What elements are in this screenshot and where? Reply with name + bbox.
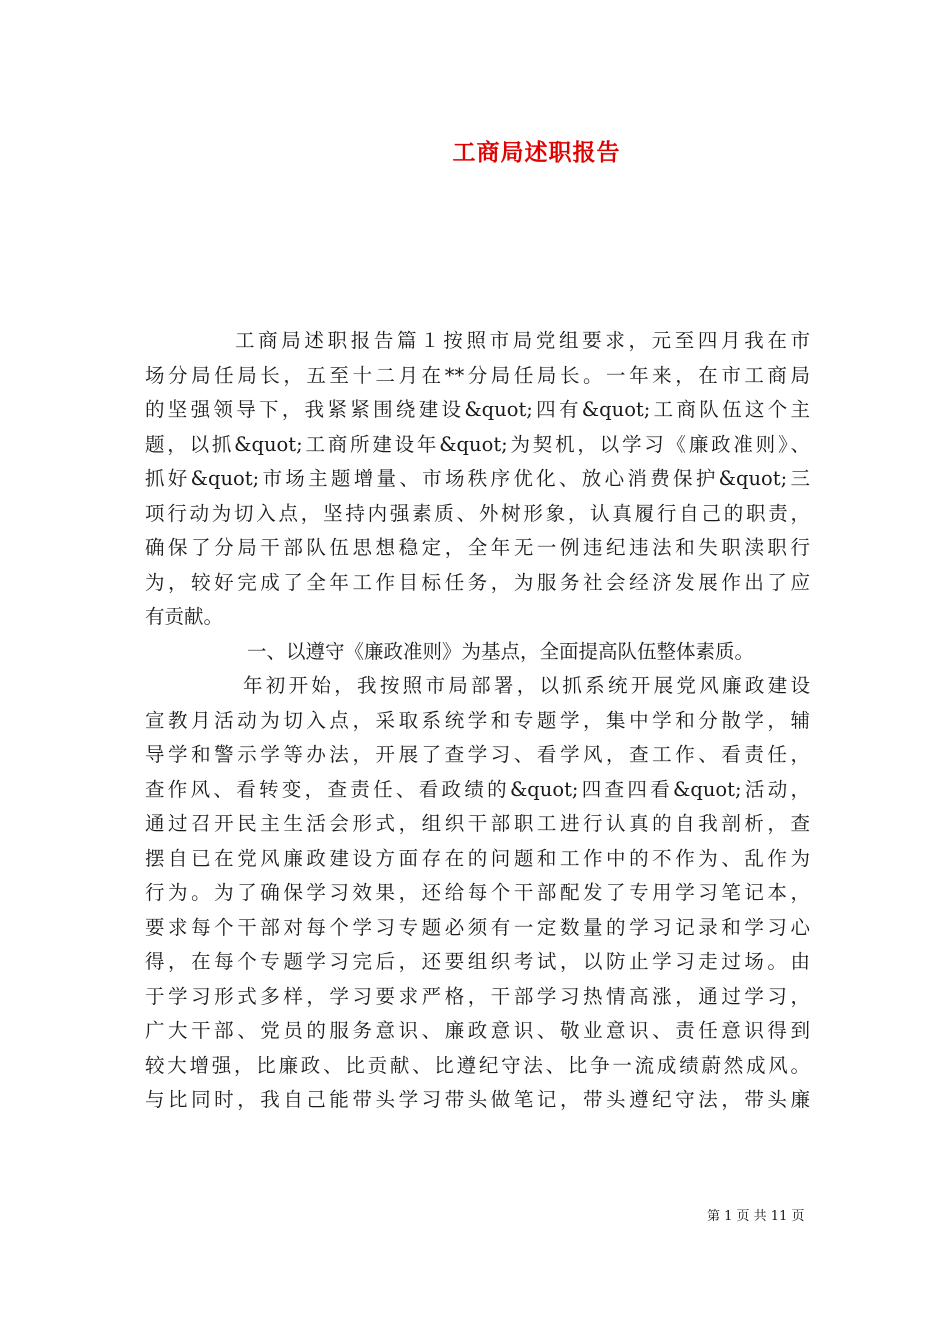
page-number-footer: 第 1 页 共 11 页	[707, 1209, 805, 1224]
body-line: 查作风、看转变，查责任、看政绩的&quot;四查四看&quot;活动，	[145, 777, 810, 801]
body-line: 项行动为切入点，坚持内强素质、外树形象，认真履行自己的职责，	[145, 501, 810, 525]
body-line: 于学习形式多样，学习要求严格，干部学习热情高涨，通过学习，	[145, 984, 810, 1008]
body-line: 与比同时，我自己能带头学习带头做笔记，带头遵纪守法，带头廉	[145, 1088, 810, 1111]
page-title: 工商局述职报告	[452, 139, 621, 166]
body-line: 宣教月活动为切入点，采取系统学和专题学，集中学和分散学，辅	[145, 708, 810, 732]
report-body	[145, 324, 810, 1118]
body-line: 的坚强领导下，我紧紧围绕建设&quot;四有&quot;工商队伍这个主	[145, 398, 810, 421]
body-line: 工商局述职报告篇１按照市局党组要求，元至四月我在市	[235, 329, 810, 352]
body-line: 年初开始，我按照市局部署，以抓系统开展党风廉政建设	[243, 674, 810, 697]
body-line: 要求每个干部对每个学习专题必须有一定数量的学习记录和学习心	[145, 915, 810, 939]
body-line: 为，较好完成了全年工作目标任务，为服务社会经济发展作出了应	[145, 570, 810, 594]
body-line: 抓好&quot;市场主题增量、市场秩序优化、放心消费保护&quot;三	[145, 467, 810, 490]
body-line: 有贡献。	[145, 605, 224, 628]
body-line: 场分局任局长，五至十二月在**分局任局长。一年来，在市工商局	[145, 363, 810, 387]
body-line: 导学和警示学等办法，开展了查学习、看学风，查工作、看责任，	[145, 743, 810, 766]
body-line: 摆自已在党风廉政建设方面存在的问题和工作中的不作为、乱作为	[145, 846, 810, 870]
body-line: 广大干部、党员的服务意识、廉政意识、敬业意识、责任意识得到	[145, 1019, 810, 1042]
body-line: 得，在每个专题学习完后，还要组织考试，以防止学习走过场。由	[145, 950, 810, 973]
body-line: 通过召开民主生活会形式，组织干部职工进行认真的自我剖析，查	[145, 812, 810, 835]
body-line: 行为。为了确保学习效果，还给每个干部配发了专用学习笔记本，	[145, 881, 810, 904]
body-line: 确保了分局干部队伍思想稳定，全年无一例违纪违法和失职渎职行	[145, 536, 810, 559]
body-line: 较大增强，比廉政、比贡献、比遵纪守法、比争一流成绩蔚然成风。	[145, 1053, 810, 1077]
section-heading: 一、以遵守《廉政准则》为基点，全面提高队伍整体素质。	[247, 639, 755, 663]
body-line: 题，以抓&quot;工商所建设年&quot;为契机，以学习《廉政准则》、	[145, 432, 810, 456]
